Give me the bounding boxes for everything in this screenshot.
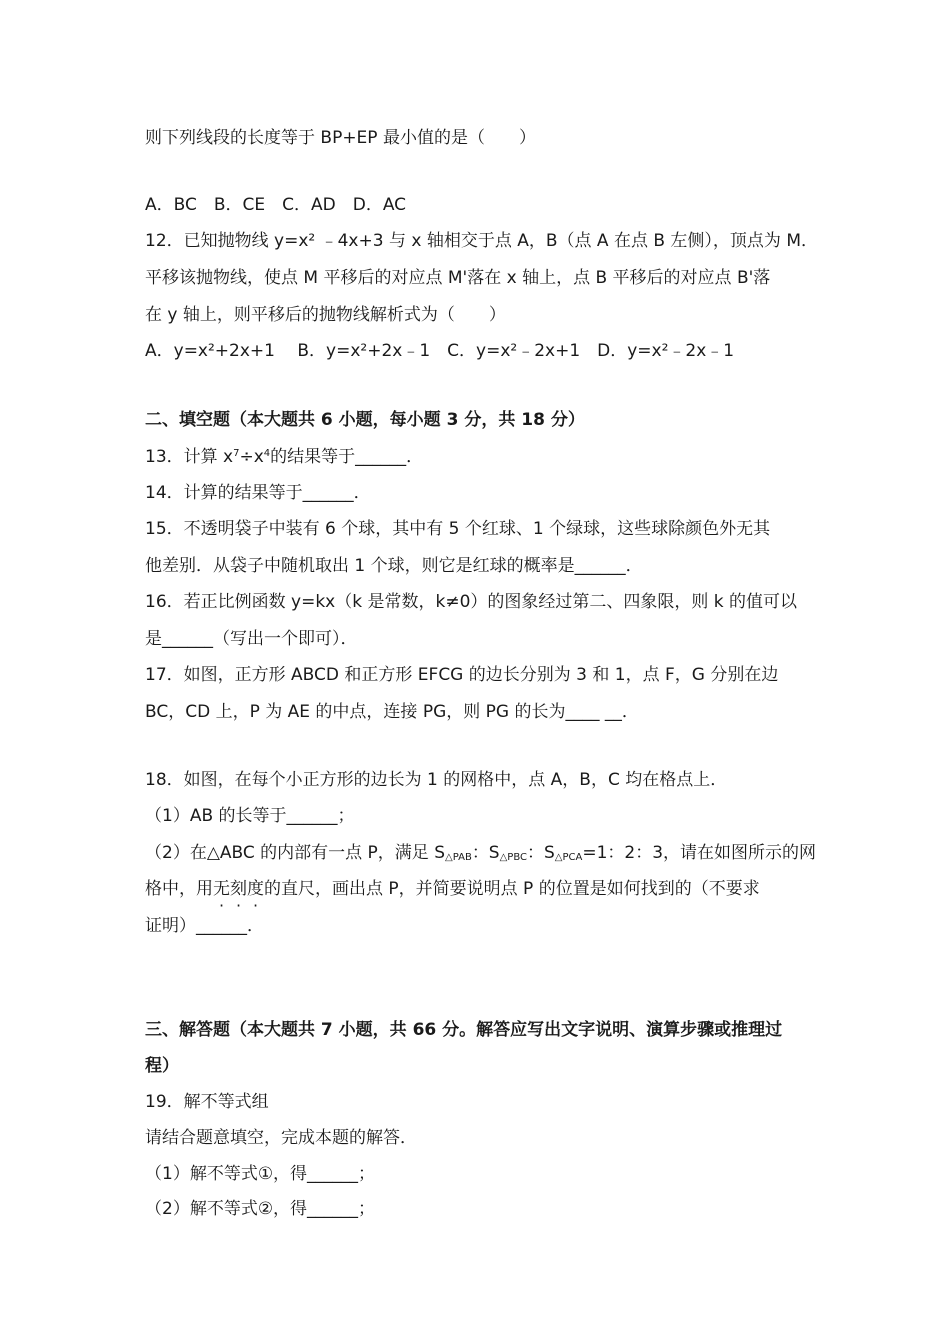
section3-title-line2: 程） [145, 1056, 179, 1076]
q13-mid: ÷x [239, 447, 264, 467]
q13-pre: 13．计算 x [145, 447, 234, 467]
q13-post: 的结果等于______． [270, 447, 424, 467]
q19-line4: （2）解不等式②，得______； [145, 1199, 376, 1219]
q15-line2: 他差别．从袋子中随机取出 1 个球，则它是红球的概率是______． [145, 556, 643, 576]
section3-title-line1: 三、解答题（本大题共 7 小题，共 66 分。解答应写出文字说明、演算步骤或推理过 [145, 1020, 783, 1040]
q18-line3 [145, 841, 816, 865]
q18-sub1: △PAB [445, 852, 472, 863]
q18-l4-post: 的直尺，画出点 P，并简要说明点 P 的位置是如何找到的（不要求 [264, 879, 760, 899]
q11-options: A．BC B．CE C．AD D．AC [145, 195, 407, 215]
q18-l4-pre: 格中，用 [145, 879, 213, 899]
q16-line2: 是______（写出一个即可）． [145, 629, 358, 649]
q18-l3-pre: （2）在△ABC 的内部有一点 P，满足 S [145, 843, 446, 863]
emphasis-char: 刻 [230, 879, 247, 899]
q16-line1: 16．若正比例函数 y=kx（k 是常数，k≠0）的图象经过第二、四象限，则 k 的值可以 [145, 592, 798, 612]
q18-line1: 18．如图，在每个小正方形的边长为 1 的网格中，点 A，B，C 均在格点上． [145, 770, 728, 790]
q15-line1: 15．不透明袋子中装有 6 个球，其中有 5 个红球、1 个绿球，这些球除颜色外无其 [145, 519, 771, 539]
q19-line2: 请结合题意填空，完成本题的解答． [145, 1128, 417, 1148]
section2-title: 二、填空题（本大题共 6 小题，每小题 3 分，共 18 分） [145, 410, 585, 430]
q18-sep1: ：S [471, 843, 500, 863]
q17-line2: BC，CD 上，P 为 AE 的中点，连接 PG，则 PG 的长为____ __． [145, 702, 639, 722]
q12-line1: 12．已知抛物线 y=x² ﹣4x+3 与 x 轴相交于点 A，B（点 A 在点 B 左侧），顶点为 M． [145, 231, 819, 251]
q13 [145, 445, 423, 469]
q12-line2: 平移该抛物线，使点 M 平移后的对应点 M'落在 x 轴上，点 B 平移后的对应点 B'落 [145, 268, 771, 288]
q18-line2: （1）AB 的长等于______； [145, 806, 355, 826]
q11-tail: 则下列线段的长度等于 BP+EP 最小值的是（ ） [145, 128, 536, 148]
q18-sub3: △PCA [554, 852, 583, 863]
q19-line3: （1）解不等式①，得______； [145, 1164, 376, 1184]
q13-exp2: 4 [263, 448, 271, 459]
q19-line1: 19．解不等式组 [145, 1092, 269, 1112]
q13-exp1: 7 [233, 448, 240, 459]
q18-l3-post: =1：2：3，请在如图所示的网 [582, 843, 817, 863]
q18-sub2: △PBC [499, 852, 527, 863]
emphasis-char: 度 [247, 879, 264, 899]
q12-options: A．y=x²+2x+1 B．y=x²+2x﹣1 C．y=x²﹣2x+1 D．y=x²﹣2x﹣1 [145, 341, 735, 361]
q14: 14．计算的结果等于______． [145, 483, 371, 503]
emphasis-char: 无 [213, 879, 230, 899]
q12-line3: 在 y 轴上，则平移后的抛物线解析式为（ ） [145, 305, 506, 325]
q18-line4 [145, 877, 760, 901]
q18-line5: 证明）______． [145, 916, 264, 936]
q18-sep2: ：S [527, 843, 555, 863]
q17-line1: 17．如图，正方形 ABCD 和正方形 EFCG 的边长分别为 3 和 1，点 F，G 分别在边 [145, 665, 779, 685]
